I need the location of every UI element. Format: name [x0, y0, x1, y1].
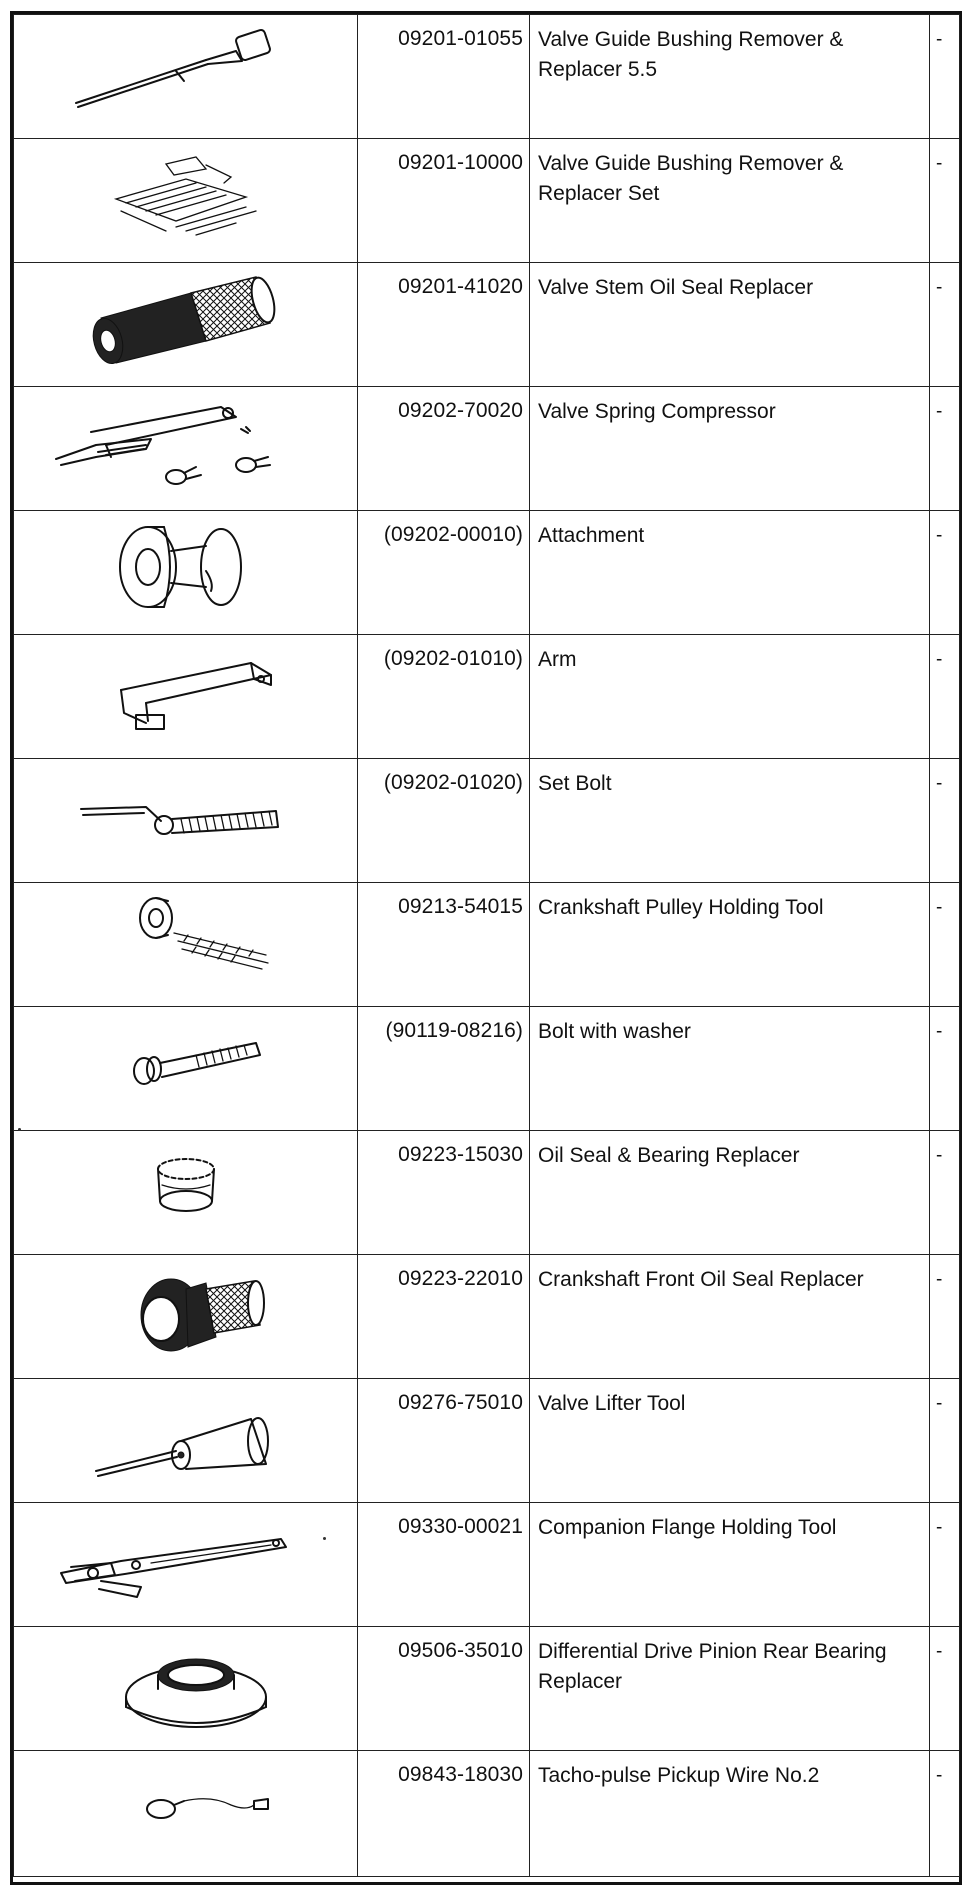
- knurled-replacer-icon: [56, 263, 316, 373]
- table-row: [14, 1131, 960, 1255]
- pulley-holding-tool-icon: [56, 883, 316, 993]
- scan-speck: [323, 1537, 326, 1540]
- part-number-cell: [358, 1751, 530, 1877]
- tool-illustration-cell: [14, 635, 358, 759]
- part-number-cell: [358, 15, 530, 139]
- tool-illustration-cell: [14, 1131, 358, 1255]
- tool-illustration-cell: [14, 1503, 358, 1627]
- pin-punch-tool-icon: [56, 15, 316, 125]
- note-cell: [930, 263, 960, 387]
- tool-name-cell: [530, 1503, 930, 1627]
- tool-illustration-cell: [14, 1255, 358, 1379]
- note-mark: -: [936, 29, 943, 50]
- bent-arm-icon: [56, 635, 316, 745]
- special-tools-table: [13, 14, 960, 1877]
- part-number-cell: [358, 1007, 530, 1131]
- table-row: [14, 1627, 960, 1751]
- part-number: 09276-75010: [398, 1391, 523, 1414]
- valve-lifter-icon: [56, 1379, 316, 1489]
- table-row: [14, 1379, 960, 1503]
- tool-name: Attachment: [538, 524, 645, 547]
- tool-name: Arm: [538, 648, 577, 671]
- part-number-cell: [358, 1255, 530, 1379]
- tool-name-cell: [530, 1751, 930, 1877]
- table-row: [14, 263, 960, 387]
- table-row: [14, 759, 960, 883]
- seal-ring-icon: [56, 1131, 316, 1241]
- part-number-cell: [358, 263, 530, 387]
- tool-name-cell: [530, 1379, 930, 1503]
- part-number: 09330-00021: [398, 1515, 523, 1538]
- part-number: 09202-70020: [398, 399, 523, 422]
- note-cell: [930, 1379, 960, 1503]
- tool-name-cell: [530, 1131, 930, 1255]
- note-mark: -: [936, 1145, 943, 1166]
- tool-illustration-cell: [14, 139, 358, 263]
- part-number: 09201-01055: [398, 27, 523, 50]
- note-cell: [930, 511, 960, 635]
- part-number-cell: [358, 1379, 530, 1503]
- part-number-cell: [358, 635, 530, 759]
- table-row: [14, 15, 960, 139]
- note-cell: [930, 759, 960, 883]
- note-mark: -: [936, 153, 943, 174]
- table-row: [14, 387, 960, 511]
- set-bolt-icon: [56, 759, 316, 869]
- tool-illustration-cell: [14, 1751, 358, 1877]
- tool-name-cell: [530, 1627, 930, 1751]
- note-mark: -: [936, 1393, 943, 1414]
- tool-name-cell: [530, 511, 930, 635]
- note-cell: [930, 1255, 960, 1379]
- part-number: (09202-00010): [383, 523, 523, 546]
- part-number: 09223-22010: [398, 1267, 523, 1290]
- note-cell: [930, 1627, 960, 1751]
- note-cell: [930, 15, 960, 139]
- pickup-wire-icon: [56, 1751, 316, 1861]
- bushing-tool-set-icon: [56, 139, 316, 249]
- part-number: 09213-54015: [398, 895, 523, 918]
- table-row: [14, 139, 960, 263]
- note-cell: [930, 1131, 960, 1255]
- tool-illustration-cell: [14, 759, 358, 883]
- note-mark: -: [936, 1517, 943, 1538]
- tool-name: Oil Seal & Bearing Replacer: [538, 1144, 800, 1167]
- part-number: 09506-35010: [398, 1639, 523, 1662]
- tool-name-cell: [530, 1255, 930, 1379]
- part-number-cell: [358, 139, 530, 263]
- tool-illustration-cell: [14, 1007, 358, 1131]
- table-row: [14, 1255, 960, 1379]
- tool-illustration-cell: [14, 1627, 358, 1751]
- note-mark: -: [936, 277, 943, 298]
- part-number: (09202-01020): [383, 771, 523, 794]
- note-mark: -: [936, 1765, 943, 1786]
- note-mark: -: [936, 1021, 943, 1042]
- bolt-washer-icon: [56, 1007, 316, 1117]
- scan-speck: [18, 1128, 21, 1131]
- tool-name: Valve Guide Bushing Remover & Replacer Set: [538, 152, 844, 205]
- tool-name: Valve Guide Bushing Remover & Replacer 5.5: [538, 28, 844, 81]
- part-number-cell: [358, 1131, 530, 1255]
- tool-illustration-cell: [14, 883, 358, 1007]
- tool-name-cell: [530, 263, 930, 387]
- note-mark: -: [936, 401, 943, 422]
- note-cell: [930, 387, 960, 511]
- tool-name-cell: [530, 15, 930, 139]
- tool-name-cell: [530, 635, 930, 759]
- note-cell: [930, 1751, 960, 1877]
- note-mark: -: [936, 773, 943, 794]
- tool-illustration-cell: [14, 15, 358, 139]
- tool-illustration-cell: [14, 263, 358, 387]
- tool-name-cell: [530, 139, 930, 263]
- spool-attachment-icon: [56, 511, 316, 621]
- tool-name-cell: [530, 883, 930, 1007]
- table-row: [14, 635, 960, 759]
- tool-illustration-cell: [14, 387, 358, 511]
- tool-name: Tacho-pulse Pickup Wire No.2: [538, 1764, 820, 1787]
- part-number-cell: [358, 387, 530, 511]
- note-mark: -: [936, 1641, 943, 1662]
- note-mark: -: [936, 1269, 943, 1290]
- table-row: [14, 1503, 960, 1627]
- tool-name: Crankshaft Front Oil Seal Replacer: [538, 1268, 864, 1291]
- tool-name: Valve Spring Compressor: [538, 400, 776, 423]
- part-number-cell: [358, 1627, 530, 1751]
- part-number-cell: [358, 1503, 530, 1627]
- part-number: 09201-10000: [398, 151, 523, 174]
- part-number: (09202-01010): [383, 647, 523, 670]
- tool-name: Set Bolt: [538, 772, 612, 795]
- tool-name: Differential Drive Pinion Rear Bearing Replacer: [538, 1640, 887, 1693]
- note-mark: -: [936, 525, 943, 546]
- tool-name: Companion Flange Holding Tool: [538, 1516, 837, 1539]
- tool-name: Bolt with washer: [538, 1020, 691, 1043]
- bearing-replacer-disc-icon: [56, 1627, 316, 1737]
- tool-name-cell: [530, 1007, 930, 1131]
- tool-illustration-cell: [14, 1379, 358, 1503]
- special-tools-sheet: [10, 11, 962, 1885]
- part-number: 09843-18030: [398, 1763, 523, 1786]
- part-number-cell: [358, 883, 530, 1007]
- table-row: [14, 1751, 960, 1877]
- tool-name: Valve Lifter Tool: [538, 1392, 686, 1415]
- note-cell: [930, 635, 960, 759]
- part-number: 09201-41020: [398, 275, 523, 298]
- front-seal-replacer-icon: [56, 1255, 316, 1365]
- note-cell: [930, 883, 960, 1007]
- note-mark: -: [936, 897, 943, 918]
- part-number-cell: [358, 759, 530, 883]
- part-number-cell: [358, 511, 530, 635]
- tool-name: Crankshaft Pulley Holding Tool: [538, 896, 824, 919]
- note-cell: [930, 1007, 960, 1131]
- part-number: (90119-08216): [385, 1019, 523, 1042]
- tool-name: Valve Stem Oil Seal Replacer: [538, 276, 814, 299]
- table-row: [14, 1007, 960, 1131]
- note-cell: [930, 139, 960, 263]
- tool-illustration-cell: [14, 511, 358, 635]
- tool-name-cell: [530, 387, 930, 511]
- note-mark: -: [936, 649, 943, 670]
- tool-name-cell: [530, 759, 930, 883]
- part-number: 09223-15030: [398, 1143, 523, 1166]
- spring-compressor-icon: [36, 387, 336, 497]
- note-cell: [930, 1503, 960, 1627]
- table-row: [14, 883, 960, 1007]
- flange-holding-wrench-icon: [41, 1503, 331, 1613]
- table-row: [14, 511, 960, 635]
